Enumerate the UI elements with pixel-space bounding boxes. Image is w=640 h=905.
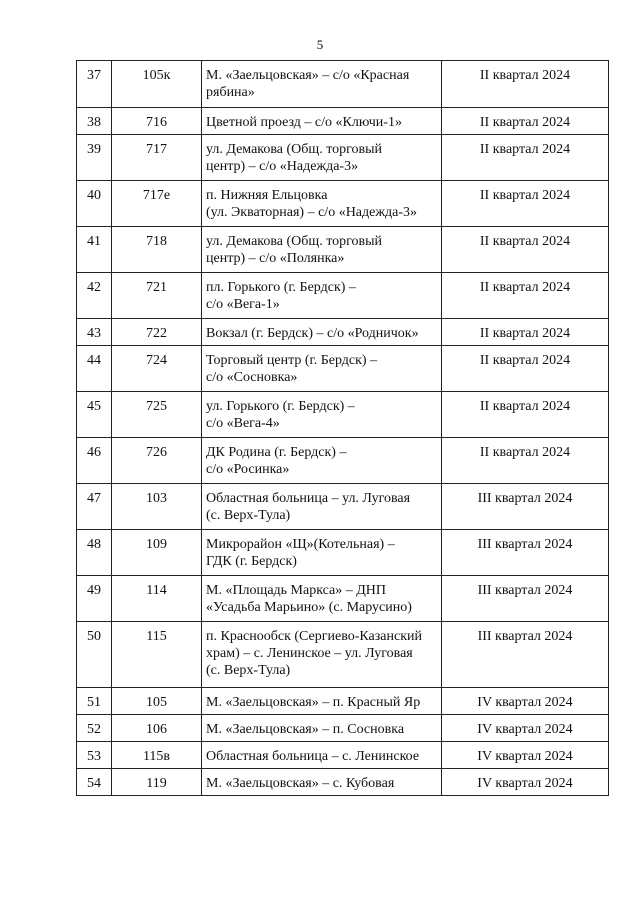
row-number-cell — [77, 438, 112, 484]
term-cell — [442, 346, 609, 392]
table-row — [77, 576, 609, 622]
row-number-cell — [77, 135, 112, 181]
route-number-cell — [112, 438, 202, 484]
term-text: II квартал 2024 — [479, 142, 571, 157]
term-text: II квартал 2024 — [479, 68, 571, 83]
route-path-cell — [202, 392, 442, 438]
route-path-cell — [202, 484, 442, 530]
route-path-text: п. Краснообск (Сергиево-Казанский храм) – с. Ленинское – ул. Луговая (с. Верх-Тула) — [206, 629, 423, 678]
route-number-text: 115 — [146, 629, 167, 644]
route-path-text: ДК Родина (г. Бердск) – с/о «Росинка» — [206, 445, 347, 477]
route-path-text: М. «Заельцовская» – с/о «Красная рябина» — [206, 68, 410, 100]
term-text: II квартал 2024 — [479, 353, 571, 368]
row-number-cell — [77, 530, 112, 576]
route-path-cell — [202, 273, 442, 319]
term-cell — [442, 438, 609, 484]
route-number-text: 721 — [146, 280, 167, 295]
route-path-cell — [202, 715, 442, 742]
term-text: III квартал 2024 — [477, 491, 573, 506]
route-path-cell — [202, 769, 442, 796]
route-path-text: ул. Горького (г. Бердск) – с/о «Вега-4» — [206, 399, 355, 431]
term-text: II квартал 2024 — [479, 326, 571, 341]
table-row — [77, 622, 609, 688]
route-path-cell — [202, 181, 442, 227]
row-number-cell — [77, 715, 112, 742]
route-number-text: 105к — [142, 68, 171, 83]
row-number-cell — [77, 181, 112, 227]
route-path-cell — [202, 576, 442, 622]
table-row — [77, 484, 609, 530]
row-number-cell — [77, 742, 112, 769]
route-path-text: Торговый центр (г. Бердск) – с/о «Сосновка» — [206, 353, 378, 385]
route-number-cell — [112, 273, 202, 319]
route-number-text: 106 — [146, 722, 167, 737]
route-number-cell — [112, 688, 202, 715]
route-number-cell — [112, 346, 202, 392]
row-number-text: 48 — [87, 537, 101, 552]
term-text: IV квартал 2024 — [477, 776, 573, 791]
table-row — [77, 715, 609, 742]
route-number-text: 109 — [146, 537, 167, 552]
route-path-cell — [202, 108, 442, 135]
row-number-text: 53 — [87, 749, 101, 764]
route-number-text: 716 — [146, 115, 167, 130]
route-number-cell — [112, 108, 202, 135]
route-path-text: М. «Заельцовская» – п. Красный Яр — [206, 695, 421, 710]
term-cell — [442, 135, 609, 181]
route-number-cell — [112, 61, 202, 108]
row-number-text: 49 — [87, 583, 101, 598]
route-number-text: 717е — [142, 188, 171, 203]
row-number-text: 45 — [87, 399, 101, 414]
row-number-cell — [77, 576, 112, 622]
term-text: II квартал 2024 — [479, 188, 571, 203]
table-row — [77, 346, 609, 392]
row-number-text: 41 — [87, 234, 101, 249]
route-path-text: М. «Заельцовская» – п. Сосновка — [206, 722, 405, 737]
route-path-text: ул. Демакова (Общ. торговый центр) – с/о «Полянка» — [206, 234, 383, 266]
table-row — [77, 61, 609, 108]
term-cell — [442, 227, 609, 273]
row-number-text: 40 — [87, 188, 101, 203]
row-number-text: 38 — [87, 115, 101, 130]
term-cell — [442, 769, 609, 796]
row-number-cell — [77, 273, 112, 319]
table-row — [77, 438, 609, 484]
route-number-text: 103 — [146, 491, 167, 506]
row-number-text: 44 — [87, 353, 101, 368]
route-path-text: Областная больница – ул. Луговая (с. Верх-Тула) — [206, 491, 411, 523]
term-cell — [442, 319, 609, 346]
route-number-cell — [112, 181, 202, 227]
table-row — [77, 135, 609, 181]
term-text: IV квартал 2024 — [477, 749, 573, 764]
routes-table-body — [77, 61, 609, 796]
row-number-cell — [77, 392, 112, 438]
term-cell — [442, 530, 609, 576]
term-cell — [442, 715, 609, 742]
table-row — [77, 227, 609, 273]
row-number-cell — [77, 688, 112, 715]
row-number-cell — [77, 769, 112, 796]
route-path-cell — [202, 688, 442, 715]
row-number-text: 47 — [87, 491, 101, 506]
term-text: II квартал 2024 — [479, 115, 571, 130]
route-number-text: 119 — [146, 776, 167, 791]
route-path-cell — [202, 227, 442, 273]
route-path-cell — [202, 742, 442, 769]
route-number-text: 717 — [146, 142, 167, 157]
table-row — [77, 108, 609, 135]
row-number-cell — [77, 484, 112, 530]
route-number-cell — [112, 769, 202, 796]
row-number-cell — [77, 622, 112, 688]
route-path-text: Вокзал (г. Бердск) – с/о «Родничок» — [206, 326, 419, 341]
page-number: 5 — [316, 37, 324, 52]
route-path-cell — [202, 530, 442, 576]
term-text: IV квартал 2024 — [477, 722, 573, 737]
route-path-text: М. «Площадь Маркса» – ДНП «Усадьба Марьино» (с. Марусино) — [206, 583, 412, 615]
row-number-text: 52 — [87, 722, 101, 737]
route-number-cell — [112, 227, 202, 273]
row-number-cell — [77, 108, 112, 135]
term-text: III квартал 2024 — [477, 537, 573, 552]
route-number-text: 726 — [146, 445, 167, 460]
table-row — [77, 319, 609, 346]
route-number-cell — [112, 319, 202, 346]
route-path-text: М. «Заельцовская» – с. Кубовая — [206, 776, 395, 791]
route-number-text: 115в — [142, 749, 171, 764]
row-number-text: 42 — [87, 280, 101, 295]
row-number-text: 51 — [87, 695, 101, 710]
row-number-cell — [77, 346, 112, 392]
route-number-cell — [112, 576, 202, 622]
term-cell — [442, 61, 609, 108]
table-row — [77, 530, 609, 576]
route-number-cell — [112, 135, 202, 181]
route-number-text: 718 — [146, 234, 167, 249]
term-text: II квартал 2024 — [479, 234, 571, 249]
route-path-cell — [202, 135, 442, 181]
route-path-text: Микрорайон «Щ»(Котельная) – ГДК (г. Бердск) — [206, 537, 395, 569]
row-number-cell — [77, 319, 112, 346]
route-path-text: п. Нижняя Ельцовка (ул. Экваторная) – с/о «Надежда-3» — [206, 188, 418, 220]
route-path-text: ул. Демакова (Общ. торговый центр) – с/о «Надежда-3» — [206, 142, 383, 174]
row-number-text: 46 — [87, 445, 101, 460]
route-number-cell — [112, 484, 202, 530]
term-text: II квартал 2024 — [479, 280, 571, 295]
term-text: II квартал 2024 — [479, 445, 571, 460]
route-path-cell — [202, 346, 442, 392]
row-number-text: 54 — [87, 776, 101, 791]
route-path-text: пл. Горького (г. Бердск) – с/о «Вега-1» — [206, 280, 356, 312]
table-row — [77, 392, 609, 438]
row-number-text: 50 — [87, 629, 101, 644]
term-cell — [442, 273, 609, 319]
table-row — [77, 769, 609, 796]
route-number-cell — [112, 392, 202, 438]
row-number-cell — [77, 61, 112, 108]
term-cell — [442, 622, 609, 688]
route-number-text: 105 — [146, 695, 167, 710]
term-cell — [442, 392, 609, 438]
term-text: IV квартал 2024 — [477, 695, 573, 710]
term-cell — [442, 742, 609, 769]
term-cell — [442, 108, 609, 135]
route-number-text: 724 — [146, 353, 167, 368]
route-number-text: 722 — [146, 326, 167, 341]
term-cell — [442, 576, 609, 622]
route-path-cell — [202, 61, 442, 108]
route-path-text: Областная больница – с. Ленинское — [206, 749, 420, 764]
term-cell — [442, 688, 609, 715]
route-path-cell — [202, 622, 442, 688]
table-row — [77, 742, 609, 769]
route-number-cell — [112, 622, 202, 688]
route-number-cell — [112, 715, 202, 742]
term-text: II квартал 2024 — [479, 399, 571, 414]
routes-table — [76, 60, 609, 796]
route-path-cell — [202, 319, 442, 346]
term-cell — [442, 181, 609, 227]
route-number-cell — [112, 742, 202, 769]
row-number-text: 39 — [87, 142, 101, 157]
row-number-text: 37 — [87, 68, 101, 83]
table-row — [77, 688, 609, 715]
term-text: III квартал 2024 — [477, 583, 573, 598]
route-path-text: Цветной проезд – с/о «Ключи-1» — [206, 115, 402, 130]
route-number-cell — [112, 530, 202, 576]
route-path-cell — [202, 438, 442, 484]
row-number-cell — [77, 227, 112, 273]
table-row — [77, 273, 609, 319]
row-number-text: 43 — [87, 326, 101, 341]
route-number-text: 114 — [146, 583, 167, 598]
term-text: III квартал 2024 — [477, 629, 573, 644]
route-number-text: 725 — [146, 399, 167, 414]
table-row — [77, 181, 609, 227]
term-cell — [442, 484, 609, 530]
